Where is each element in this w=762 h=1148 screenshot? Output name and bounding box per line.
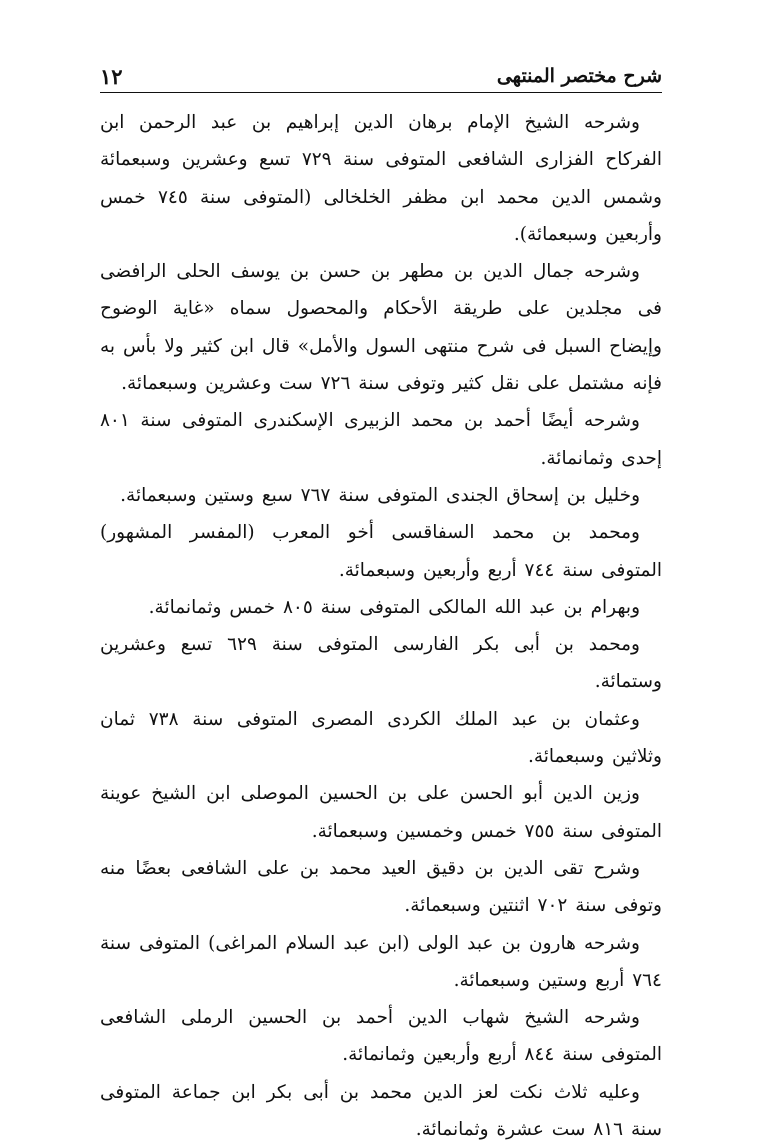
paragraph: وخليل بن إسحاق الجندى المتوفى سنة ٧٦٧ سبع وستين وسبعمائة.	[120, 484, 640, 506]
paragraph: وشرحه جمال الدين بن مطهر بن حسن بن يوسف الحلى الرافضى فى مجلدين على طريقة الأحكام والمحصول سماه «غاية الوضوح وإيضاح السبل فى شرح منتهى السول والأمل» قال ابن كثير ولا بأس به فإنه مشتمل على نقل كثير وتوفى سنة ٧٢٦ ست وعشرين وسبعمائة.	[100, 261, 662, 395]
paragraph: وزين الدين أبو الحسن على بن الحسين الموصلى ابن الشيخ عوينة المتوفى سنة ٧٥٥ خمس وخمسين وسبعمائة.	[100, 783, 662, 842]
paragraph: وشرح تقى الدين بن دقيق العيد محمد بن على الشافعى بعضًا منه وتوفى سنة ٧٠٢ اثنتين وسبعمائة.	[100, 857, 662, 917]
header-rule	[100, 92, 662, 93]
page-header	[100, 62, 662, 90]
paragraph: وشرحه أيضًا أحمد بن محمد الزبيرى الإسكندرى المتوفى سنة ٨٠١ إحدى وثمانمائة.	[100, 410, 662, 469]
paragraph: ومحمد بن أبى بكر الفارسى المتوفى سنة ٦٢٩ تسع وعشرين وستمائة.	[100, 634, 662, 693]
page-number: ١٢	[100, 63, 123, 89]
running-title: شرح مختصر المنتهى	[496, 65, 662, 87]
paragraph: وشرحه هارون بن عبد الولى (ابن عبد السلام المراغى) المتوفى سنة ٧٦٤ أربع وستين وسبعمائة.	[100, 932, 662, 991]
paragraph: وعثمان بن عبد الملك الكردى المصرى المتوفى سنة ٧٣٨ ثمان وثلاثين وسبعمائة.	[100, 708, 662, 768]
paragraph: وشرحه الشيخ الإمام برهان الدين إبراهيم بن عبد الرحمن ابن الفركاح الفزارى الشافعى المتوفى سنة ٧٢٩ تسع وعشرين وسبعمائة وشمس الدين محمد ابن مظفر الخلخالى (المتوفى سنة ٧٤٥ خمس وأربعين وسبعمائة).	[100, 112, 662, 245]
paragraph: وبهرام بن عبد الله المالكى المتوفى سنة ٨٠٥ خمس وثمانمائة.	[148, 596, 640, 618]
body-text	[100, 104, 662, 1148]
paragraph: وعليه ثلاث نكت لعز الدين محمد بن أبى بكر ابن جماعة المتوفى سنة ٨١٦ ست عشرة وثمانمائة.	[100, 1081, 662, 1141]
paragraph: ومحمد بن محمد السفاقسى أخو المعرب (المفسر المشهور) المتوفى سنة ٧٤٤ أربع وأربعين وسبعمائة.	[100, 522, 662, 581]
paragraph: وشرحه الشيخ شهاب الدين أحمد بن الحسين الرملى الشافعى المتوفى سنة ٨٤٤ أربع وأربعين وثمانمائة.	[100, 1007, 662, 1066]
